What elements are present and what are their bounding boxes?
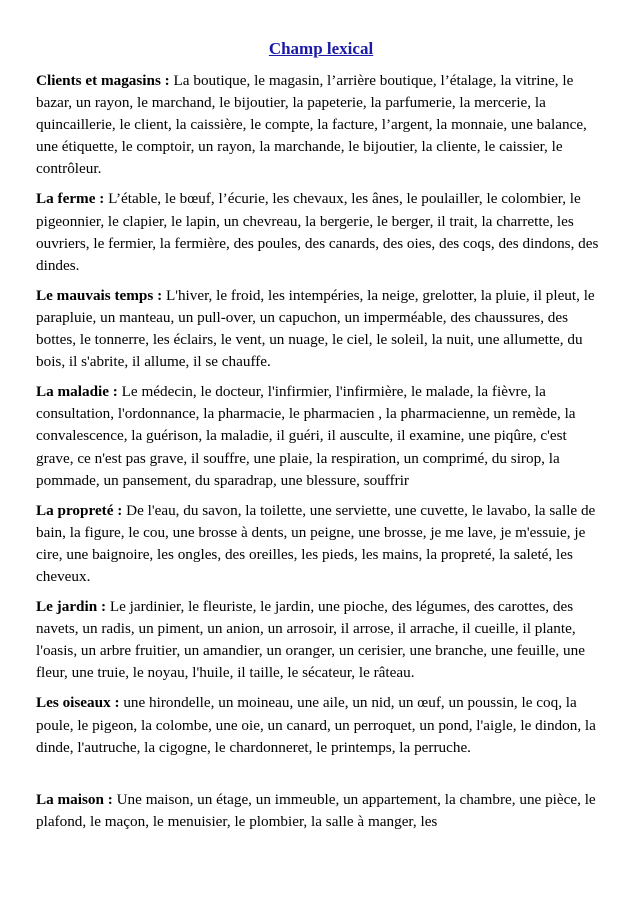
section-heading: Clients et magasins : [36,72,170,89]
section-heading: Le jardin : [36,598,107,616]
section-text: L'hiver, le froid, les intempéries, la neige, grelotter, la pluie, il pleut, le parapluie, un manteau, un pull-over, un capuchon, un imperméable, des chaussures, des bottes, le tonnerre, les éclairs, le vent, un nuage, le ciel, le soleil, la nuit, une allumette, du bois, il s'abrite, il allume, il se chauffe. [36,286,595,371]
section-mauvais-temps [36,285,606,373]
section-heading: La propreté : [36,501,123,519]
section-maison [36,789,606,833]
document-page [36,38,606,841]
section-text: L’étable, le bœuf, l’écurie, les chevaux, les ânes, le poulailler, le colombier, le pigeonnier, le clapier, le lapin, un chevreau, la bergerie, le berger, il trait, la charrette, les ouvriers, le fermier, la fermière, des poules, des canards, des oies, des coqs, des dindons, des dindes. [36,190,599,274]
section-text: La boutique, le magasin, l’arrière boutique, l’étalage, la vitrine, le bazar, un rayon, le marchand, le bijoutier, la papeterie, la parfumerie, la mercerie, la quincaillerie, le client, la caissière, le compte, la facture, l’argent, la monnaie, une balance, une étiquette, le comptoir, un rayon, la marchande, le bijoutier, la cliente, le caissier, le contrôleur. [36,72,587,178]
section-heading: La maison : [36,790,113,808]
page-title: Champ lexical [268,39,374,58]
section-text: Une maison, un étage, un immeuble, un appartement, la chambre, une pièce, le plafond, le maçon, le menuisier, le plombier, la salle à manger, les [36,790,596,830]
section-ferme [36,188,606,276]
section-text: Le médecin, le docteur, l'infirmier, l'infirmière, le malade, la fièvre, la consultation, l'ordonnance, la pharmacie, le pharmacien , la pharmacienne, un remède, la convalescence, la guérison, la maladie, il guéri, il ausculte, il examine, une piqûre, c'est grave, ce n'est pas grave, il souffre, une plaie, la respiration, un comprimé, du sirop, la pommade, un pansement, du sparadrap, une blessure, souffrir [36,383,576,489]
section-heading: La maladie : [36,383,118,401]
section-maladie [36,381,606,491]
section-heading: Le mauvais temps : [36,286,163,304]
section-text: De l'eau, du savon, la toilette, une serviette, une cuvette, le lavabo, la salle de bain, la figure, le cou, une brosse à dents, un peigne, une brosse, je me lave, je m'essuie, je cire, une baignoire, les ongles, des oreilles, les pieds, les mains, la propreté, la saleté, les cheveux. [36,501,596,585]
section-text: Le jardinier, le fleuriste, le jardin, une pioche, des légumes, des carottes, des navets, un radis, un piment, un anion, un arrosoir, il arrose, il arrache, il cueille, il plante, l'oasis, un arbre fruitier, un amandier, un oranger, un cerisier, une branche, une feuille, une fleur, une truie, le noyau, l'huile, il taille, le sécateur, le râteau. [36,598,585,682]
section-text: une hirondelle, un moineau, une aile, un nid, un œuf, un poussin, le coq, la poule, le pigeon, la colombe, une oie, un canard, un perroquet, un pond, l'aigle, le dindon, la dinde, l'autruche, la cigogne, le chardonneret, le printemps, la perruche. [36,694,596,756]
section-heading: La ferme : [36,190,105,208]
section-proprete [36,500,606,588]
section-oiseaux [36,692,606,758]
section-heading: Les oiseaux : [36,694,120,712]
section-clients-magasins [36,70,606,180]
section-jardin [36,596,606,684]
